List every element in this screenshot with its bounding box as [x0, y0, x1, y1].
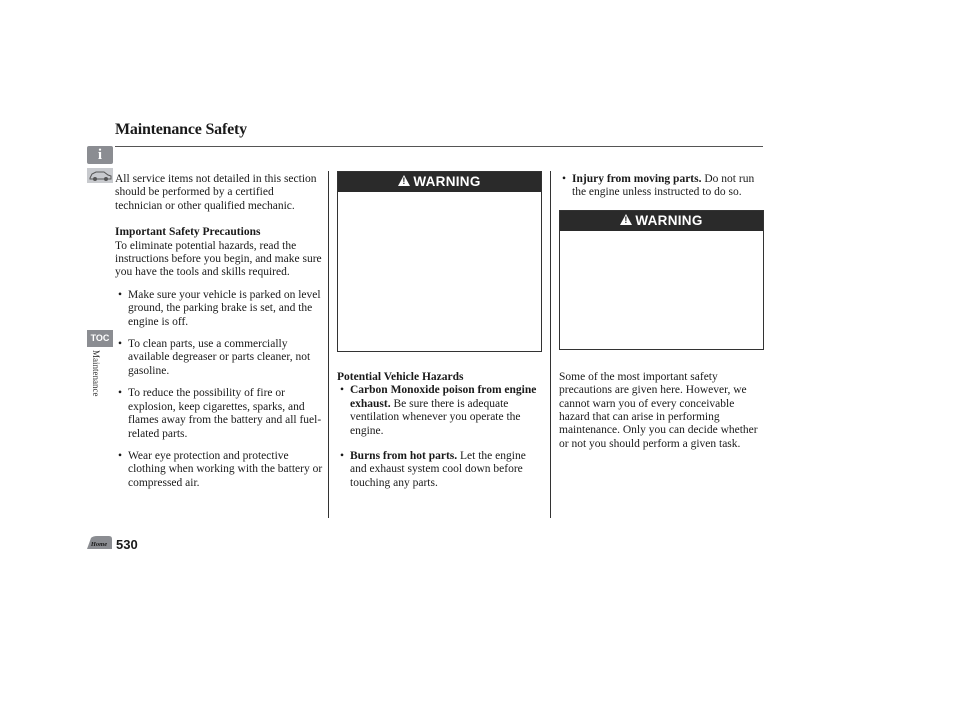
- hazard-text: Do not run the engine unless instructed to do so.: [572, 173, 755, 199]
- list-item: • Wear eye protection and protective clothing when working with the battery or compressed air.: [115, 450, 323, 490]
- list-item: [559, 173, 764, 200]
- section-label: Maintenance: [91, 350, 101, 397]
- warning-triangle-icon: [398, 175, 410, 186]
- warning-header: [560, 211, 763, 231]
- list-item: [337, 450, 542, 490]
- page-title: Maintenance Safety: [115, 121, 247, 138]
- car-icon[interactable]: [87, 168, 113, 183]
- hazard-title: Carbon Monoxide poison from engine exhaust.: [350, 384, 537, 410]
- car-icon-graphic: [87, 168, 113, 183]
- column-divider: [550, 171, 551, 518]
- column-divider: [328, 171, 329, 518]
- hazards-list: [559, 173, 764, 200]
- warning-label: WARNING: [635, 212, 703, 228]
- list-item: • To clean parts, use a commercially available degreaser or parts cleaner, not gasoline.: [115, 338, 323, 378]
- info-icon-glyph: i: [97, 147, 103, 163]
- precautions-text: To eliminate potential hazards, read the instructions before you begin, and make sure you have the tools and skills required.: [115, 239, 322, 279]
- intro-text: All service items not detailed in this section should be performed by a certified technician or other qualified mechanic.: [115, 173, 317, 212]
- hazards-heading: Potential Vehicle Hazards: [337, 371, 464, 383]
- warning-box: [337, 171, 542, 352]
- column-3: [559, 173, 764, 451]
- hazard-title: Injury from moving parts.: [572, 173, 702, 185]
- home-button[interactable]: [85, 535, 113, 551]
- hazard-text: Let the engine and exhaust system cool down before touching any parts.: [350, 450, 526, 489]
- hazards-list: [337, 384, 542, 490]
- home-icon: [85, 535, 113, 551]
- warning-label: WARNING: [413, 174, 481, 189]
- toc-button[interactable]: [87, 330, 113, 347]
- info-icon[interactable]: [87, 146, 113, 164]
- column-1: [115, 173, 323, 499]
- hazard-title: Burns from hot parts.: [350, 450, 458, 463]
- title-rule: [115, 146, 763, 147]
- list-item: • To reduce the possibility of fire or explosion, keep cigarettes, sparks, and flames away from the battery and all fuel-related parts.: [115, 387, 323, 441]
- toc-label: TOC: [90, 333, 110, 343]
- page-number: 530: [116, 537, 138, 552]
- column-2: [337, 171, 542, 499]
- closing-text: Some of the most important safety precautions are given here. However, we cannot warn you of every conceivable hazard that can arise in performing maintenance. Only you can decide whether or not you should perform a given task.: [559, 370, 758, 450]
- warning-box: [559, 210, 764, 350]
- list-item: [337, 384, 542, 438]
- warning-header: [338, 172, 541, 192]
- home-label: Home: [90, 541, 108, 548]
- warning-triangle-icon: [620, 214, 632, 225]
- precautions-heading: Important Safety Precautions: [115, 226, 261, 239]
- list-item: • Make sure your vehicle is parked on level ground, the parking brake is set, and the engine is off.: [115, 289, 323, 329]
- hazard-text: Be sure there is adequate ventilation whenever you operate the engine.: [350, 397, 521, 437]
- precautions-list: [115, 289, 323, 490]
